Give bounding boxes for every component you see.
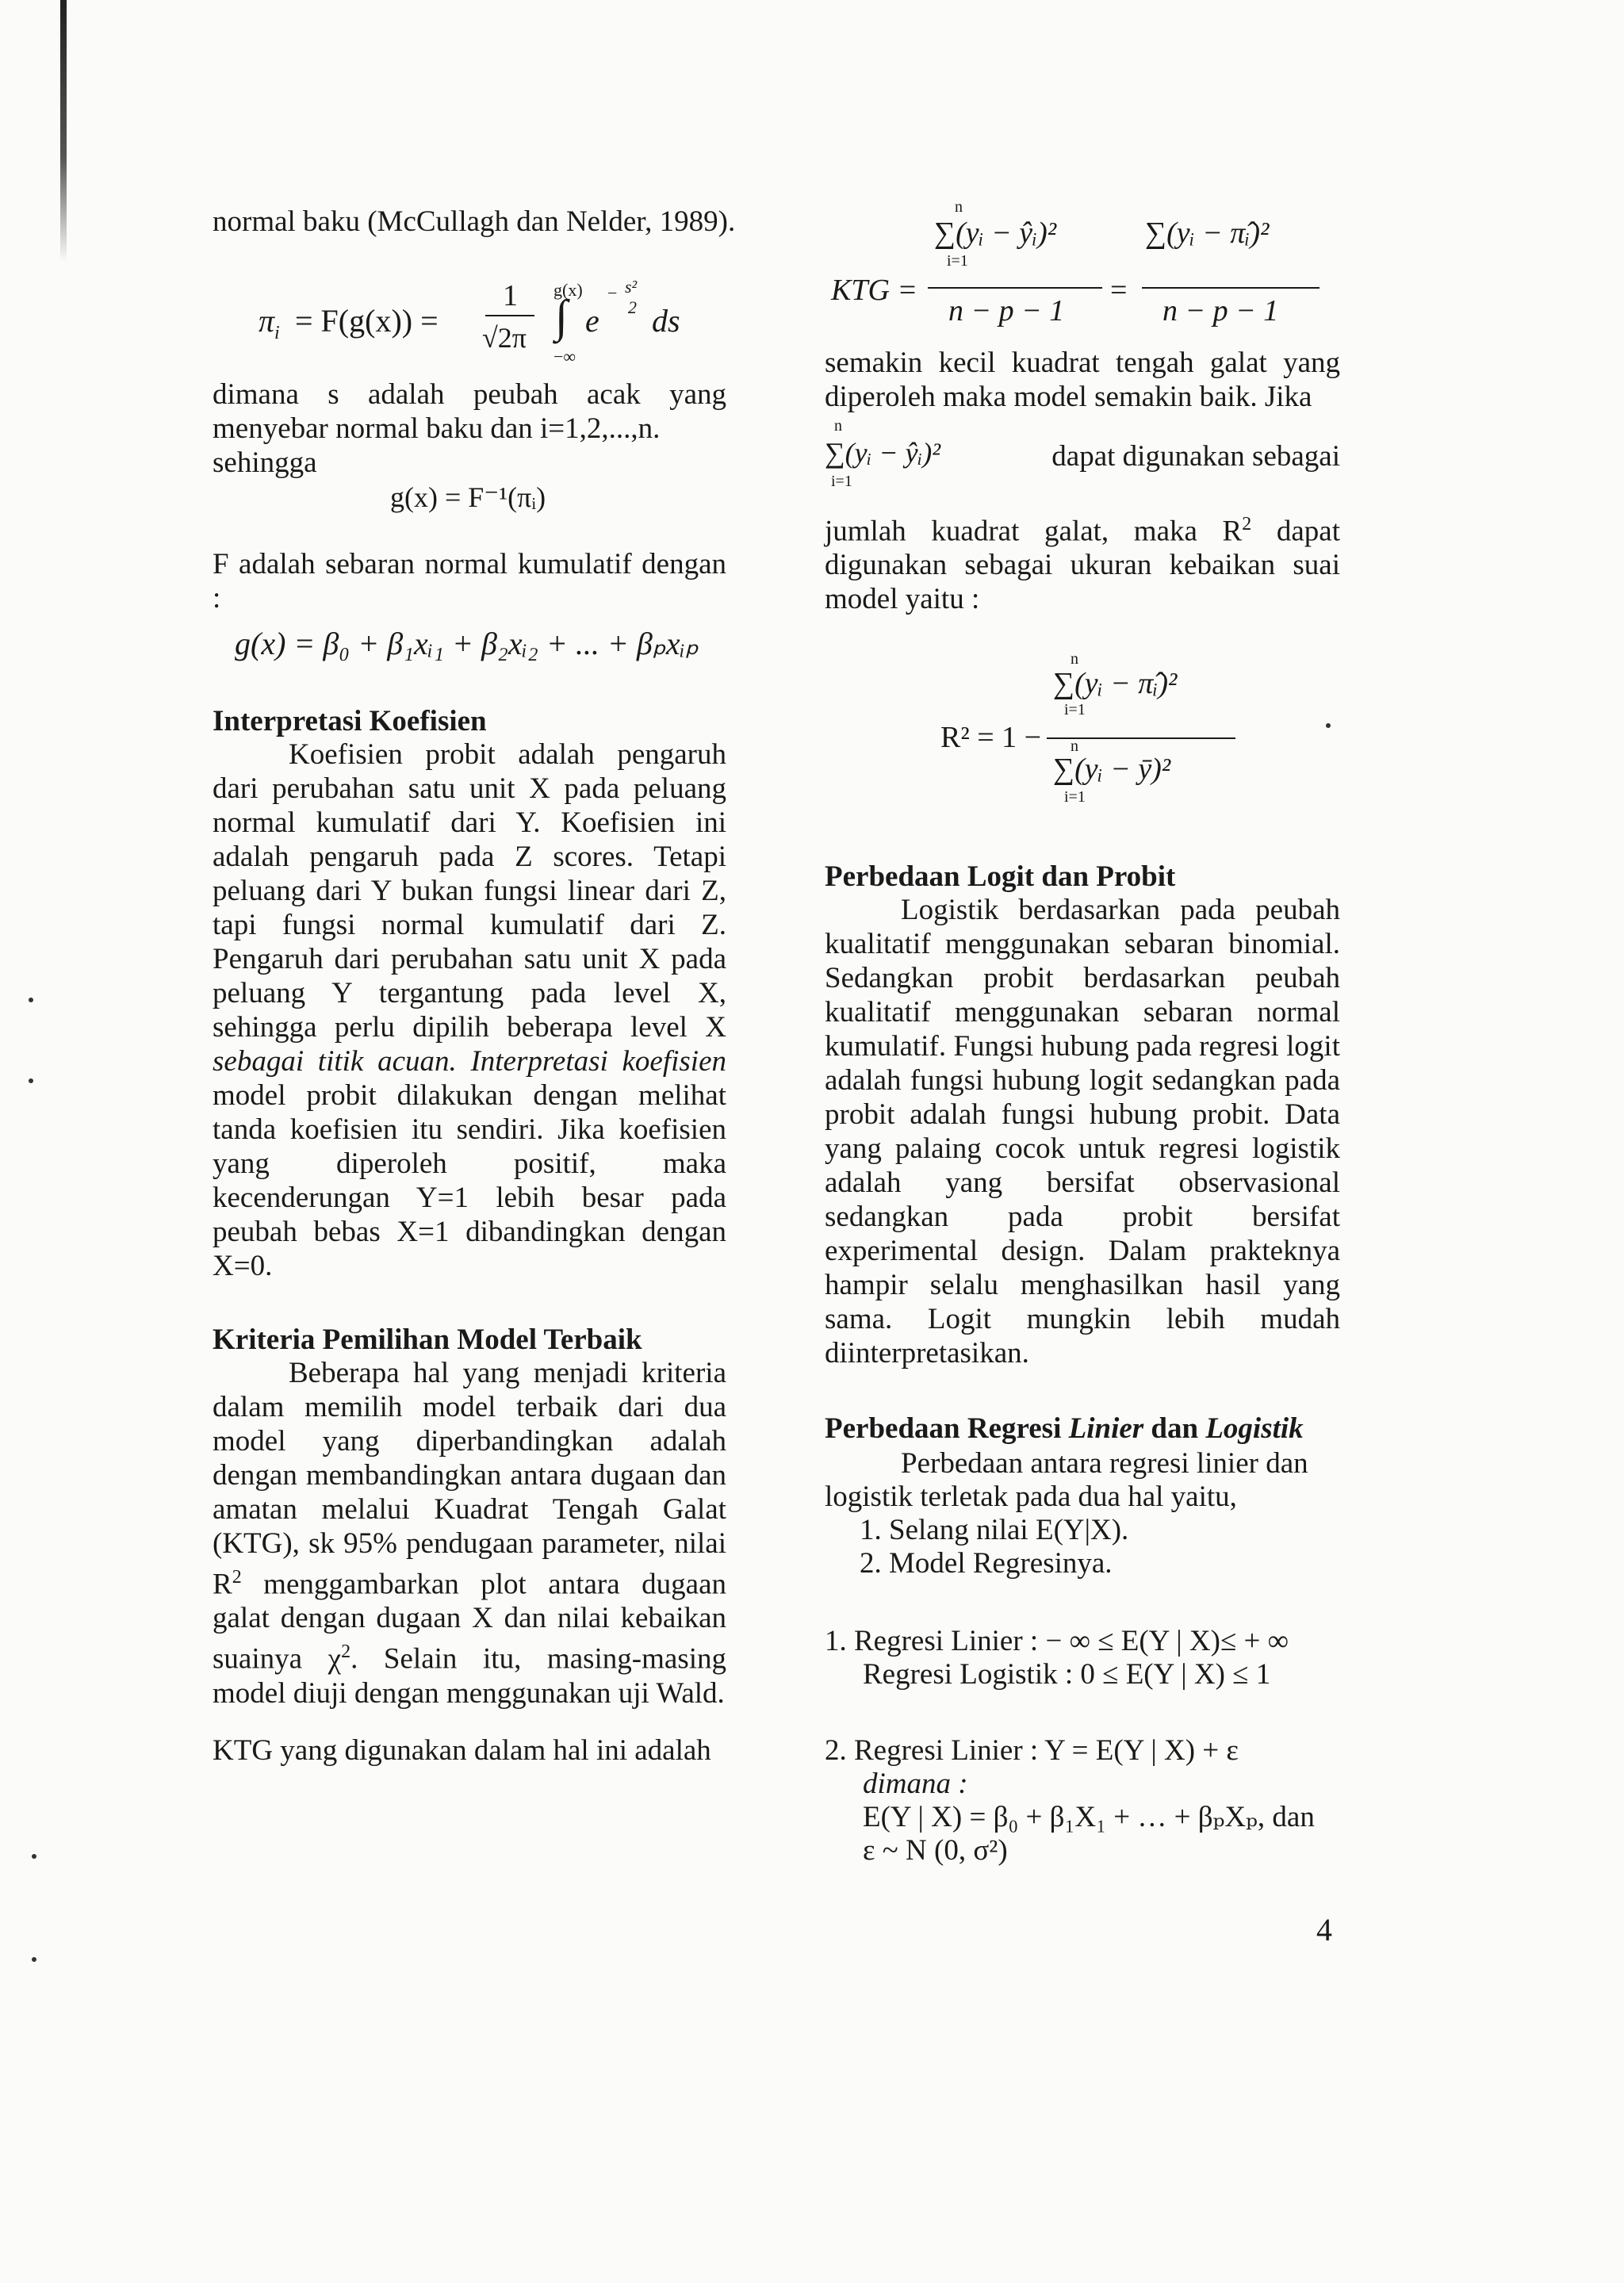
list-item-selang: 1. Selang nilai E(Y|X). (860, 1514, 1129, 1546)
scan-speck (32, 1957, 36, 1962)
scan-speck (29, 998, 33, 1002)
model-expectation: E(Y | X) = β₀ + β₁X₁ + … + βₚXₚ, dan (863, 1801, 1315, 1833)
left-paragraph-F: F adalah sebaran normal kumulatif dengan : (213, 548, 726, 615)
left-paragraph-kriteria: Beberapa hal yang menjadi kriteria dalam memilih model terbaik dari dua model yang diperbandingkan adalah dengan membandingkan antara dugaan dan amatan melalui Kuadrat Tengah Galat (KTG), sk 95% pendugaan parameter, nilai $R^2$ menggambarkan plot antara dugaan galat dengan dugaan X dan nilai kebaikan suainya $\chi^2$. Selain itu, masing-masing model diuji dengan menggunakan uji Wald. (213, 1357, 727, 1710)
model-linier: 2. Regresi Linier : Y = E(Y | X) + ε (825, 1734, 1239, 1767)
list-item-model: 2. Model Regresinya. (860, 1547, 1113, 1580)
scan-edge-mark (60, 0, 67, 262)
equation-probit-cdf: $\pi_i$ = F(g(x)) = 1 √2π g(x) ∫ −∞ e − s² 2 ds (259, 277, 680, 366)
model-dimana: dimana : (863, 1768, 968, 1800)
scan-speck (1326, 723, 1331, 728)
left-sehingga: sehingga (213, 446, 317, 479)
right-paragraph-semakin: semakin kecil kuadrat tengah galat yang diperoleh maka model semakin baik. Jika (825, 347, 1340, 413)
right-regresi-intro-1: Perbedaan antara regresi linier dan (901, 1447, 1308, 1480)
model-error: ε ~ N (0, σ²) (863, 1834, 1008, 1867)
scan-speck (29, 1078, 33, 1083)
inline-sum-after-text: dapat digunakan sebagai (1051, 440, 1340, 473)
equation-probit-inverse: g(x) = F⁻¹(πᵢ) (390, 481, 546, 513)
right-paragraph-logit-probit: Logistik berdasarkan pada peubah kualitatif menggunakan sebaran binomial. Sedangkan probit berdasarkan peubah kualitatif menggunakan sebaran normal kumulatif. Fungsi hubung pada regresi logit adalah fungsi hubung logit sedangkan pada probit adalah fungsi hubung probit. Data yang palaing cocok untuk regresi logistik adalah yang bersifat observasional sedangkan pada probit bersifat experimental design. Dalam prakteknya hampir selalu menghasilkan hasil yang sama. Logit mungkin lebih mudah diinterpretasikan. (825, 894, 1340, 1369)
heading-regresi: Perbedaan Regresi Linier dan Logistik (825, 1412, 1304, 1445)
scan-speck (32, 1854, 36, 1859)
right-regresi-intro-2: logistik terletak pada dua hal yaitu, (825, 1481, 1237, 1513)
equation-r-squared: R² = 1 − n ∑(yᵢ − π̂ᵢ)² i=1 n ∑(yᵢ − ȳ)² i=1 (940, 650, 1289, 825)
equation-ktg: KTG = n ∑(yᵢ − ŷᵢ)² i=1 n − p − 1 = ∑(yᵢ − π̂ᵢ)² n − p − 1 (831, 198, 1323, 341)
heading-logit-probit: Perbedaan Logit dan Probit (825, 860, 1176, 893)
left-ktg-line: KTG yang digunakan dalam hal ini adalah (213, 1734, 711, 1767)
heading-kriteria: Kriteria Pemilihan Model Terbaik (213, 1323, 642, 1356)
left-paragraph-dimana: dimana s adalah peubah acak yang menyebar normal baku dan i=1,2,...,n. (213, 378, 726, 445)
heading-interpretasi: Interpretasi Koefisien (213, 705, 487, 737)
range-linier: 1. Regresi Linier : − ∞ ≤ E(Y | X)≤ + ∞ (825, 1625, 1289, 1657)
left-paragraph-interpretasi: Koefisien probit adalah pengaruh dari perubahan satu unit X pada peluang normal kumulatif dari Y. Koefisien ini adalah pengaruh pada Z scores. Tetapi peluang dari Y bukan fungsi linear dari Z, tapi fungsi normal kumulatif dari Z. Pengaruh dari perubahan satu unit X pada peluang Y tergantung pada level X, sehingga perlu dipilih beberapa level X sebagai titik acuan. Interpretasi koefisien model probit dilakukan dengan melihat tanda koefisien itu sendiri. Jika koefisien yang diperoleh positif, maka kecenderungan Y=1 lebih besar pada peubah bebas X=1 dibandingkan dengan X=0. (213, 738, 726, 1282)
range-logistik: Regresi Logistik : 0 ≤ E(Y | X) ≤ 1 (863, 1658, 1271, 1691)
right-paragraph-jumlah: jumlah kuadrat galat, maka $R^2$ dapat digunakan sebagai ukuran kebaikan suai model yaitu : (825, 514, 1340, 616)
equation-linear-predictor: g(x) = β₀ + β₁xᵢ₁ + β₂xᵢ₂ + ... + βₚxᵢₚ (235, 626, 699, 661)
left-intro-line: normal baku (McCullagh dan Nelder, 1989). (213, 205, 736, 238)
page-number: 4 (1316, 1912, 1332, 1948)
